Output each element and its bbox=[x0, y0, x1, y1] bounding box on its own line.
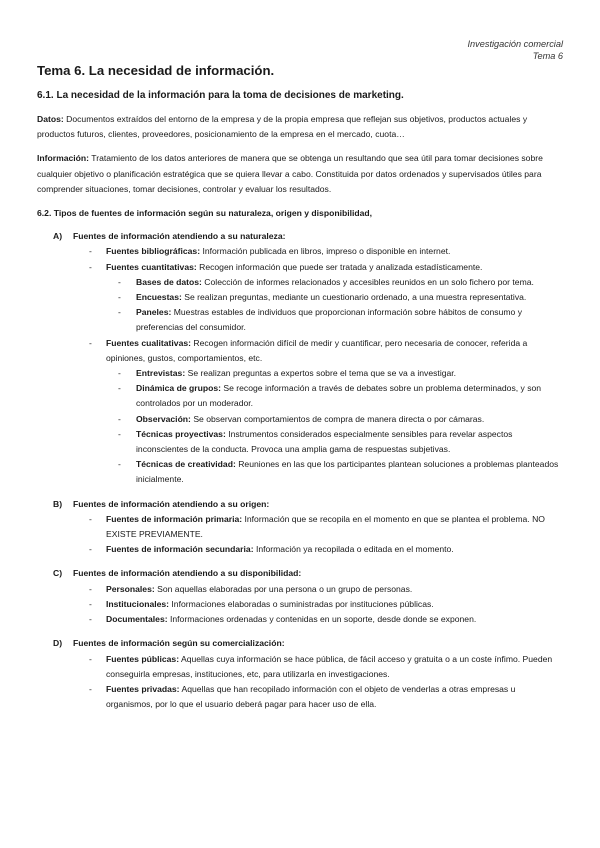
item-text: Muestras estables de individuos que proporcionan información sobre hábitos de consumo y preferencias del consumidor. bbox=[136, 307, 522, 333]
sub-list-item bbox=[49, 290, 563, 305]
list-item bbox=[49, 542, 563, 557]
dash-bullet: - bbox=[118, 459, 121, 470]
dash-bullet: - bbox=[118, 368, 121, 379]
dash-bullet: - bbox=[89, 513, 92, 524]
dash-bullet: - bbox=[118, 292, 121, 303]
informacion-paragraph bbox=[37, 151, 563, 197]
item-label: Personales: bbox=[106, 583, 155, 594]
item-text: Informaciones elaboradas o suministradas por instituciones públicas. bbox=[169, 598, 434, 609]
section-b-title: Fuentes de información atendiendo a su origen: bbox=[73, 498, 270, 509]
list-item bbox=[49, 336, 563, 488]
section-a-heading bbox=[49, 229, 563, 244]
dash-bullet: - bbox=[89, 337, 92, 348]
dash-bullet: - bbox=[118, 276, 121, 287]
item-label: Técnicas de creatividad: bbox=[136, 459, 236, 470]
item-label: Observación: bbox=[136, 413, 191, 424]
section-d-letter: D) bbox=[53, 638, 63, 649]
list-item bbox=[49, 582, 563, 597]
page-title: Tema 6. La necesidad de información. bbox=[37, 63, 275, 78]
item-label: Entrevistas: bbox=[136, 368, 186, 379]
list-item bbox=[49, 597, 563, 612]
section-b bbox=[49, 497, 563, 558]
item-label: Fuentes privadas: bbox=[106, 683, 180, 694]
item-label: Técnicas proyectivas: bbox=[136, 428, 226, 439]
item-label: Fuentes cualitativas: bbox=[106, 337, 192, 348]
list-item bbox=[49, 260, 563, 336]
section-6-2-heading: 6.2. Tipos de fuentes de información según su naturaleza, origen y disponibilidad, bbox=[37, 208, 373, 219]
dash-bullet: - bbox=[118, 383, 121, 394]
list-item bbox=[49, 652, 563, 682]
running-header bbox=[468, 38, 564, 62]
item-label: Bases de datos: bbox=[136, 276, 202, 287]
section-c-letter: C) bbox=[53, 568, 63, 579]
item-text: Informaciones ordenadas y contenidas en un soporte, desde donde se exponen. bbox=[167, 614, 477, 625]
item-label: Fuentes de información primaria: bbox=[106, 513, 243, 524]
sub-list-item bbox=[49, 427, 563, 457]
dash-bullet: - bbox=[89, 583, 92, 594]
dash-bullet: - bbox=[118, 307, 121, 318]
item-text: Información publicada en libros, impreso o disponible en internet. bbox=[200, 246, 451, 257]
dash-bullet: - bbox=[118, 413, 121, 424]
dash-bullet: - bbox=[89, 261, 92, 272]
dash-bullet: - bbox=[89, 614, 92, 625]
item-text: Recogen información difícil de medir y cuantificar, pero necesaria de conocer, referida a opiniones, gustos, comportamientos, etc. bbox=[106, 337, 528, 363]
item-label: Paneles: bbox=[136, 307, 172, 318]
item-text: Instrumentos considerados especialmente sensibles para revelar aspectos inconscientes de la conducta. Provoca una amplia gama de respuestas subjetivas. bbox=[136, 428, 513, 455]
item-text: Aquellas que han recopilado información con el objeto de venderlas a otras empresas u organismos, por lo que el usuario deberá pagar para hacer uso de ella. bbox=[106, 683, 516, 710]
item-label: Institucionales: bbox=[106, 598, 170, 609]
item-label: Fuentes públicas: bbox=[106, 653, 180, 664]
list-item bbox=[49, 612, 563, 627]
item-text: Colección de informes relacionados y accesibles reunidos en un solo fichero por tema. bbox=[201, 276, 534, 287]
sub-list-item bbox=[49, 412, 563, 427]
section-6-1-heading: 6.1. La necesidad de la información para la toma de decisiones de marketing. bbox=[37, 90, 404, 101]
sub-list-item bbox=[49, 457, 563, 487]
section-d-heading bbox=[49, 636, 563, 651]
dash-bullet: - bbox=[89, 246, 92, 257]
section-b-heading bbox=[49, 497, 563, 512]
section-a bbox=[49, 229, 563, 487]
dash-bullet: - bbox=[89, 653, 92, 664]
item-label: Documentales: bbox=[106, 614, 168, 625]
item-label: Fuentes cuantitativas: bbox=[106, 261, 197, 272]
item-text: Aquellas cuya información se hace pública, de fácil acceso y gratuita o a un coste ínfimo. Pueden conseguirla empresas, instituciones, etc, para utilizarla en investigaciones. bbox=[106, 653, 553, 679]
sub-list-item bbox=[49, 381, 563, 411]
header-course: Investigación comercial bbox=[467, 39, 563, 49]
datos-label: Datos: bbox=[37, 114, 64, 124]
item-label: Dinámica de grupos: bbox=[136, 383, 221, 394]
datos-text: Documentos extraídos del entorno de la empresa y de la propia empresa que reflejan sus objetivos, productos actuales y productos futuros, clientes, proveedores, posicionamiento de la empresa en el mercado, cuota… bbox=[37, 114, 528, 140]
section-d bbox=[49, 636, 563, 712]
sub-list-item bbox=[49, 275, 563, 290]
item-label: Fuentes de información secundaria: bbox=[106, 544, 254, 555]
datos-paragraph bbox=[37, 112, 563, 142]
informacion-label: Información: bbox=[37, 153, 90, 164]
informacion-text: Tratamiento de los datos anteriores de manera que se obtenga un resultando que sea útil para tomar decisiones sobre cualquier objetivo o planificación estratégica que se quiera llevar a cabo. Constituida por datos ordenados y supervisados útiles para comprender situaciones, tomar decisiones, controlar y evaluar los resultados. bbox=[37, 153, 543, 194]
list-item bbox=[49, 512, 563, 542]
item-text: Se recoge información a través de debates sobre un problema determinados, y son controlados por un moderador. bbox=[136, 383, 542, 409]
header-topic: Tema 6 bbox=[532, 51, 563, 61]
section-d-title: Fuentes de información según su comercialización: bbox=[73, 638, 285, 649]
section-b-letter: B) bbox=[53, 498, 63, 509]
item-text: Información que se recopila en el momento en que se plantea el problema. NO EXISTE PREVIAMENTE. bbox=[106, 513, 545, 540]
dash-bullet: - bbox=[89, 683, 92, 694]
item-text: Son aquellas elaboradas por una persona o un grupo de personas. bbox=[154, 583, 413, 594]
document-body bbox=[37, 62, 563, 712]
item-text: Se observan comportamientos de compra de manera directa o por cámaras. bbox=[190, 413, 485, 424]
sub-list-item bbox=[49, 305, 563, 335]
item-text: Recogen información que puede ser tratada y analizada estadísticamente. bbox=[196, 261, 483, 272]
section-a-letter: A) bbox=[53, 231, 63, 242]
item-text: Información ya recopilada o editada en el momento. bbox=[253, 544, 454, 555]
dash-bullet: - bbox=[118, 428, 121, 439]
item-text: Reuniones en las que los participantes plantean soluciones a problemas planteados inicialmente. bbox=[136, 459, 559, 485]
section-c bbox=[49, 566, 563, 627]
item-text: Se realizan preguntas, mediante un cuestionario ordenado, a una muestra representativa. bbox=[181, 292, 527, 303]
list-item bbox=[49, 682, 563, 712]
item-label: Encuestas: bbox=[136, 292, 182, 303]
section-c-title: Fuentes de información atendiendo a su disponibilidad: bbox=[73, 568, 302, 579]
dash-bullet: - bbox=[89, 544, 92, 555]
section-c-heading bbox=[49, 566, 563, 581]
list-item bbox=[49, 244, 563, 259]
dash-bullet: - bbox=[89, 598, 92, 609]
section-a-title: Fuentes de información atendiendo a su naturaleza: bbox=[73, 231, 286, 242]
sub-list-item bbox=[49, 366, 563, 381]
item-label: Fuentes bibliográficas: bbox=[106, 246, 201, 257]
item-text: Se realizan preguntas a expertos sobre el tema que se va a investigar. bbox=[185, 368, 457, 379]
